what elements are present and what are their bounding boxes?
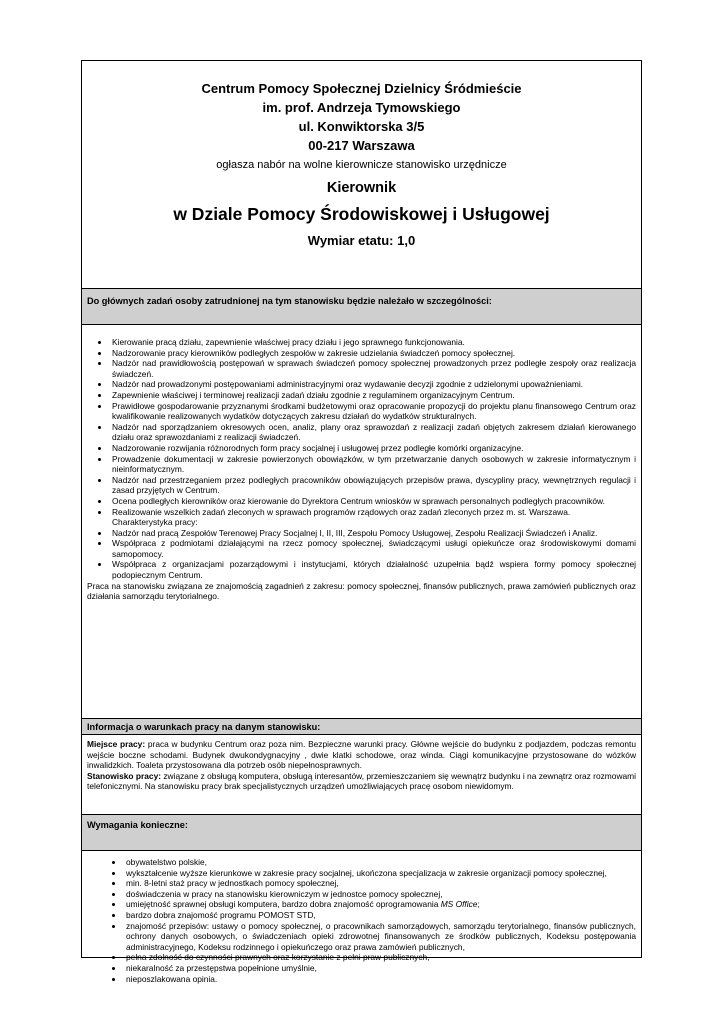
institution-name: Centrum Pomocy Społecznej Dzielnicy Śródmieście <box>201 81 522 96</box>
requirement-item: • pełna zdolność do czynności prawnych oraz korzystanie z pełni praw publicznych, <box>124 952 636 963</box>
work-place-label: Miejsce pracy: <box>87 739 146 749</box>
position-title: Kierownik <box>326 180 397 196</box>
requirement-item: • znajomość przepisów: ustawy o pomocy społecznej, o pracownikach samorządowych, samorządu terytorialnego, finansów publicznych, ochrony danych osobowych, o świadczeniach opieki zdrowotnej finansowanych ze środków publicznych, Kodeksu postępowania administracyjnego, Kodeksu rodzinnego i opiekuńczego oraz prawa zamówień publicznych, <box>124 921 636 953</box>
announcement-header <box>82 79 641 289</box>
requirement-item: • niekaralność za przestępstwa popełnione umyślnie, <box>124 963 636 974</box>
announcement-intro: ogłasza nabór na wolne kierownicze stanowisko urzędnicze <box>216 159 507 171</box>
conditions-section <box>82 735 641 815</box>
requirement-text: umiejętność sprawnej obsługi komputera, bardzo dobra znajomość oprogramowania <box>126 899 441 910</box>
requirement-item: • doświadczenia w pracy na stanowisku kierowniczym w jednostce pomocy społecznej, <box>124 889 636 900</box>
fte-info: Wymiar etatu: 1,0 <box>307 233 416 248</box>
requirement-item: • nieposzlakowana opinia. <box>124 974 636 985</box>
duties-heading: Do głównych zadań osoby zatrudnionej na tym stanowisku będzie należało w szczególności: <box>82 289 641 325</box>
duty-item: • Nadzór nad prawidłowością postępowań w sprawach świadczeń pomocy społecznej prowadzonych przez podległe zespoły oraz realizacja świadczeń. <box>110 358 636 379</box>
requirements-section <box>82 851 641 984</box>
duty-item: • Współpraca z podmiotami działającymi na rzecz pomocy społecznej, świadczącymi usługi opiekuńcze oraz środowiskowymi domami samopomocy. <box>110 538 636 559</box>
duty-item: • Nadzorowanie rozwijania różnorodnych form pracy socjalnej i usługowej przez podległe komórki organizacyjne. <box>110 443 636 454</box>
requirement-item: • wykształcenie wyższe kierunkowe w zakresie pracy socjalnej, ukończona specjalizacja w zakresie organizacji pomocy społecznej, <box>124 868 636 879</box>
duty-item: • Prawidłowe gospodarowanie przyznanymi środkami budżetowymi oraz opracowanie propozycji do projektu planu finansowego Centrum oraz kwalifikowanie realizowanych wydatków dotyczących zakresu działań do wydatków strukturalnych. <box>110 401 636 422</box>
requirements-heading: Wymagania konieczne: <box>82 815 641 851</box>
work-post-text: związane z obsługą komputera, obsługą interesantów, przemieszczaniem się wewnątrz budynku i na zewnątrz oraz rozmowami telefonicznymi. Na stanowisku pracy brak specjalistycznych urządzeń umożliwiających pracę osobom niewidomym. <box>87 770 636 792</box>
duty-item: • Nadzorowanie pracy kierowników podległych zespołów w zakresie udzielania świadczeń pomocy społecznej. <box>110 348 636 359</box>
department-title: w Dziale Pomocy Środowiskowej i Usługowej <box>173 204 550 224</box>
duty-item: • Nadzór nad sporządzaniem okresowych ocen, analiz, plany oraz sprawozdań z realizacji zadań objętych zakresem działań kierowanego działu oraz sprawozdaniami z realizacji świadczeń. <box>110 422 636 443</box>
work-place-paragraph <box>87 739 636 771</box>
requirements-list <box>102 857 636 984</box>
duty-item: • Nadzór nad przestrzeganiem przez podległych pracowników obowiązujących przepisów prawa, dyscypliny pracy, wewnętrznych regulacji i zasad przyjętych w Centrum. <box>110 475 636 496</box>
duty-item: • Kierowanie pracą działu, zapewnienie właściwej pracy działu i jego sprawnego funkcjonowania. <box>110 337 636 348</box>
work-post-label: Stanowisko pracy: <box>87 770 162 781</box>
requirement-item: • bardzo dobra znajomość programu POMOST STD, <box>124 910 636 921</box>
duty-item: • Nadzór nad pracą Zespołów Terenowej Pracy Socjalnej I, II, III, Zespołu Pomocy Usługowej, Zespołu Realizacji Świadczeń i Analiz. <box>110 528 636 539</box>
conditions-heading: Informacja o warunkach pracy na danym stanowisku: <box>82 719 641 735</box>
duty-item: • Nadzór nad prowadzonymi postępowaniami administracyjnymi oraz wydawanie decyzji zgodnie z udzielonymi upoważnieniami. <box>110 379 636 390</box>
work-post-paragraph <box>87 771 636 792</box>
institution-street: ul. Konwiktorska 3/5 <box>298 119 425 134</box>
duty-item: • Współpraca z organizacjami pozarządowymi i instytucjami, których działalność uzupełnia bądź wspiera formy pomocy społecznej podopiecznym Centrum. <box>110 559 636 580</box>
duties-footer: Praca na stanowisku związana ze znajomością zagadnień z zakresu: pomocy społecznej, finansów publicznych, prawa zamówień publicznych oraz działania samorządu terytorialnego. <box>87 580 636 602</box>
requirement-item: • min. 8-letni staż pracy w jednostkach pomocy społecznej, <box>124 878 636 889</box>
work-place-text: praca w budynku Centrum oraz poza nim. Bezpieczne warunki pracy. Główne wejście do budynku z podjazdem, podczas remontu wejście boczne schodami. Budynek dwukondygnacyjny , dwie klatki schodowe, oraz winda. Ciągi komunikacyjne przystosowane do wózków inwalidzkich. Toaleta przystosowana dla potrzeb osób niepełnosprawnych. <box>87 739 636 771</box>
duty-item: • Zapewnienie właściwej i terminowej realizacji zadań działu zgodnie z regulaminem organizacyjnym Centrum. <box>110 390 636 401</box>
duties-section <box>82 325 641 719</box>
ms-office-text: MS Office <box>440 899 478 910</box>
requirement-suffix: ; <box>477 899 480 910</box>
duty-item: • Prowadzenie dokumentacji w zakresie powierzonych obowiązków, w tym przetwarzanie danych osobowych w zakresie informatycznym i nieinformatycznym. <box>110 454 636 475</box>
duties-list <box>87 337 636 581</box>
job-announcement <box>81 60 642 984</box>
requirement-item <box>124 899 636 910</box>
duty-item: • Ocena podległych kierowników oraz kierowanie do Dyrektora Centrum wniosków w sprawach personalnych podległych pracowników. <box>110 496 636 507</box>
institution-patron: im. prof. Andrzeja Tymowskiego <box>262 100 461 115</box>
requirement-item: • obywatelstwo polskie, <box>124 857 636 868</box>
duty-item: • Realizowanie wszelkich zadań zleconych w sprawach programów rządowych oraz zadań zleconych przez m. st. Warszawa. Charakterystyka pracy: <box>110 507 636 528</box>
institution-city: 00-217 Warszawa <box>308 138 415 153</box>
